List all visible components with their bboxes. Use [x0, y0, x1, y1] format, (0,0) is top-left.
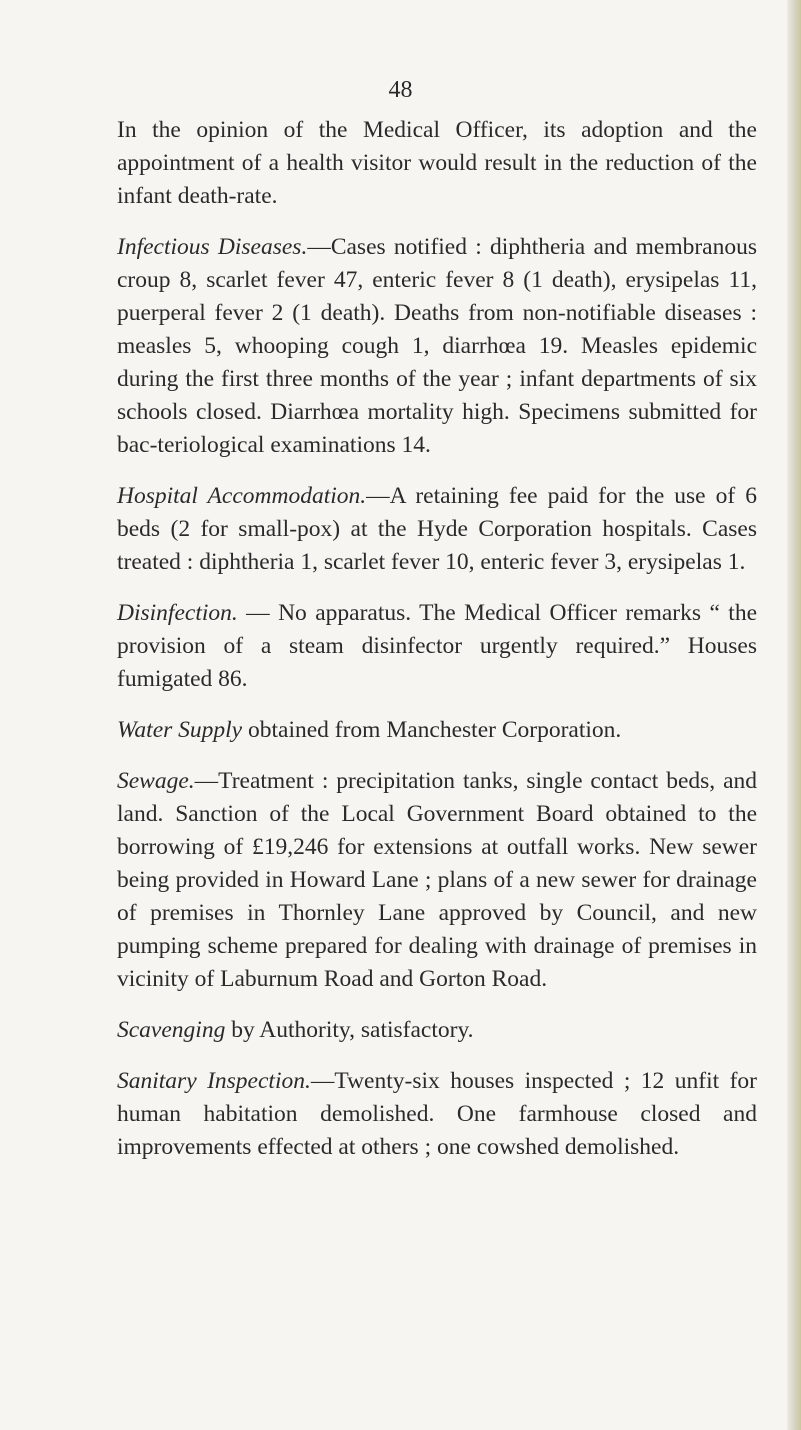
- body-scavenging: by Authority, satisfactory.: [225, 1017, 474, 1043]
- body-sewage: —Treatment : precipitation tanks, single contact beds, and land. Sanction of the Local Government Board obtained to the borrowing of £19,246 for extensions at outfall works. New sewer being provided in Howard Lane ; plans of a new sewer for drainage of premises in Thornley Lane approved by Council, and new pumping scheme prepared for dealing with drainage of premises in vicinity of Laburnum Road and Gorton Road.: [117, 768, 757, 992]
- paragraph-sanitary-inspection: [117, 1065, 757, 1164]
- paragraph-scavenging: [117, 1014, 757, 1047]
- heading-sanitary-inspection: Sanitary Inspection.: [117, 1068, 311, 1094]
- heading-disinfection: Disinfection.: [117, 600, 238, 626]
- heading-infectious-diseases: Infectious Diseases.: [117, 234, 308, 260]
- paragraph-sewage: [117, 765, 757, 996]
- body-infectious-diseases: —Cases notified : diphtheria and membranous croup 8, scarlet fever 47, enteric fever 8 (1 death), erysipelas 11, puerperal fever 2 (1 death). Deaths from non-notifiable diseases : measles 5, whooping cough 1, diarrhœa 19. Measles epidemic during the first three months of the year ; infant departments of six schools closed. Diarrhœa mortality high. Specimens submitted for bac-teriological examinations 14.: [117, 234, 758, 458]
- heading-water-supply: Water Supply: [117, 717, 243, 743]
- body-water-supply: obtained from Manchester Corporation.: [242, 717, 622, 743]
- document-body: [117, 114, 757, 1182]
- body-hospital-accommodation: —A retaining fee paid for the use of 6 beds (2 for small-pox) at the Hyde Corporation hospitals. Cases treated : diphtheria 1, scarlet fever 10, enteric fever 3, erysipelas 1.: [117, 483, 757, 575]
- paragraph-disinfection: [117, 597, 757, 696]
- heading-hospital-accommodation: Hospital Accommodation.: [117, 483, 367, 509]
- page-edge-shadow: [787, 0, 801, 1430]
- body-disinfection: — No apparatus. The Medical Officer remarks “ the provision of a steam disinfector urgently required.” Houses fumigated 86.: [117, 600, 757, 692]
- paragraph-infectious-diseases: [117, 231, 757, 462]
- paragraph-water-supply: [117, 714, 757, 747]
- page-number: 48: [388, 77, 413, 103]
- paragraph-hospital-accommodation: [117, 480, 757, 579]
- heading-scavenging: Scavenging: [117, 1017, 226, 1043]
- body-sanitary-inspection: —Twenty-six houses inspected ; 12 unfit for human habitation demolished. One farmhouse closed and improvements effected at others ; one cowshed demolished.: [117, 1068, 757, 1160]
- paragraph-intro: In the opinion of the Medical Officer, its adoption and the appointment of a health visitor would result in the reduction of the infant death-rate.: [117, 117, 757, 209]
- heading-sewage: Sewage.: [117, 768, 195, 794]
